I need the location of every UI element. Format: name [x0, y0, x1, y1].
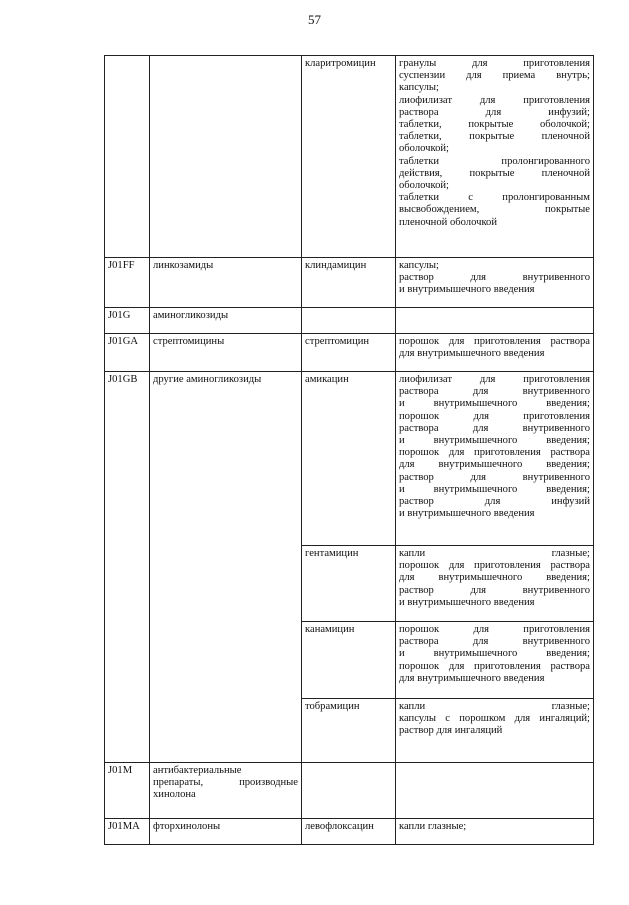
drug-name-cell: гентамицин [302, 546, 396, 622]
dosage-form-line: оболочкой; [399, 143, 449, 155]
drug-name-cell [302, 763, 396, 819]
dosage-form-line: оболочкой; [399, 180, 449, 192]
dosage-forms-cell [396, 699, 594, 763]
dosage-form-line: и внутримышечного введения [399, 508, 535, 520]
dosage-form-line: и внутримышечного введения [399, 596, 535, 608]
table-row [105, 258, 594, 308]
dosage-form-line: гранулы для приготовления [399, 58, 590, 69]
dosage-forms-cell [396, 546, 594, 622]
group-line: аминогликозиды [153, 310, 229, 321]
dosage-form-line: суспензии для приема внутрь; [399, 70, 590, 82]
atc-code-cell: J01G [105, 308, 150, 334]
atc-code-cell: J01M [105, 763, 150, 819]
dosage-form-line: раствора для внутривенного [399, 386, 590, 398]
atc-code-cell: J01GA [105, 334, 150, 372]
dosage-form-line: раствор для внутривенного [399, 584, 590, 596]
table-row [105, 56, 594, 258]
dosage-form-line: раствора для инфузий; [399, 106, 590, 118]
dosage-form-line: для внутримышечного введения [399, 672, 545, 684]
dosage-form-line: таблетки, покрытые оболочкой; [399, 119, 590, 131]
dosage-form-line: капли глазные; [399, 821, 467, 832]
drug-name-cell: канамицин [302, 622, 396, 699]
dosage-form-line: порошок для приготовления раствора [399, 660, 590, 672]
table-body [105, 56, 594, 845]
pharmacological-group-cell [150, 372, 302, 763]
dosage-form-line: для внутримышечного введения [399, 348, 545, 360]
pharmacological-group-cell [150, 819, 302, 845]
drug-name-cell: кларитромицин [302, 56, 396, 258]
drug-name-cell: левофлоксацин [302, 819, 396, 845]
dosage-form-line: порошок для приготовления [399, 410, 590, 422]
table-row [105, 763, 594, 819]
table-row [105, 334, 594, 372]
table-row [105, 372, 594, 546]
group-line: хинолона [153, 789, 196, 801]
dosage-form-line: и внутримышечного введения; [399, 398, 590, 410]
dosage-form-line: раствора для внутривенного [399, 636, 590, 648]
dosage-forms-cell [396, 308, 594, 334]
dosage-form-line: таблетки, покрытые пленочной [399, 131, 590, 143]
dosage-form-line: и внутримышечного введения [399, 284, 535, 296]
dosage-form-line: порошок для приготовления [399, 624, 590, 635]
dosage-form-line: действия, покрытые пленочной [399, 167, 590, 179]
dosage-form-line: раствор для внутривенного [399, 471, 590, 483]
dosage-form-line: лиофилизат для приготовления [399, 374, 590, 385]
dosage-form-line: раствор для ингаляций [399, 725, 503, 737]
dosage-form-line: капсулы; [399, 82, 439, 94]
group-line: препараты, производные [153, 777, 298, 789]
dosage-forms-cell [396, 819, 594, 845]
dosage-form-line: лиофилизат для приготовления [399, 94, 590, 106]
group-line: линкозамиды [153, 260, 214, 271]
drug-table [104, 55, 594, 845]
drug-name-cell: тобрамицин [302, 699, 396, 763]
page-number: 57 [308, 12, 321, 27]
dosage-form-line: капли глазные; [399, 548, 590, 559]
atc-code-cell [105, 56, 150, 258]
dosage-form-line: пленочной оболочкой [399, 216, 498, 228]
dosage-form-line: раствор для внутривенного [399, 272, 590, 284]
group-line: другие аминогликозиды [153, 374, 262, 385]
pharmacological-group-cell [150, 56, 302, 258]
pharmacological-group-cell [150, 334, 302, 372]
dosage-form-line: и внутримышечного введения; [399, 435, 590, 447]
atc-code-cell: J01GB [105, 372, 150, 763]
drug-name-cell [302, 308, 396, 334]
drug-name-cell: стрептомицин [302, 334, 396, 372]
drug-name-cell: клиндамицин [302, 258, 396, 308]
dosage-form-line: таблетки с пролонгированным [399, 192, 590, 204]
dosage-form-line: таблетки пролонгированного [399, 155, 590, 167]
pharmacological-group-cell [150, 308, 302, 334]
group-line: антибактериальные [153, 765, 242, 776]
atc-code-cell: J01MA [105, 819, 150, 845]
atc-code-cell: J01FF [105, 258, 150, 308]
group-line: стрептомицины [153, 336, 225, 347]
dosage-forms-cell [396, 56, 594, 258]
dosage-form-line: капсулы; [399, 260, 439, 271]
dosage-form-line: капсулы с порошком для ингаляций; [399, 713, 590, 725]
group-line: фторхинолоны [153, 821, 221, 832]
dosage-form-line: раствора для внутривенного [399, 422, 590, 434]
dosage-forms-cell [396, 334, 594, 372]
dosage-form-line: капли глазные; [399, 701, 590, 712]
dosage-form-line: порошок для приготовления раствора [399, 336, 590, 347]
pharmacological-group-cell [150, 258, 302, 308]
dosage-form-line: для внутримышечного введения; [399, 459, 590, 471]
dosage-form-line: порошок для приготовления раствора [399, 447, 590, 459]
pharmacological-group-cell [150, 763, 302, 819]
dosage-forms-cell [396, 372, 594, 546]
dosage-form-line: высвобождением, покрытые [399, 204, 590, 216]
dosage-forms-cell [396, 258, 594, 308]
dosage-form-line: и внутримышечного введения; [399, 648, 590, 660]
table-row [105, 308, 594, 334]
dosage-form-line: раствор для инфузий [399, 496, 590, 508]
dosage-form-line: и внутримышечного введения; [399, 483, 590, 495]
drug-name-cell: амикацин [302, 372, 396, 546]
table-row [105, 819, 594, 845]
dosage-forms-cell [396, 622, 594, 699]
dosage-form-line: порошок для приготовления раствора [399, 560, 590, 572]
dosage-form-line: для внутримышечного введения; [399, 572, 590, 584]
dosage-forms-cell [396, 763, 594, 819]
